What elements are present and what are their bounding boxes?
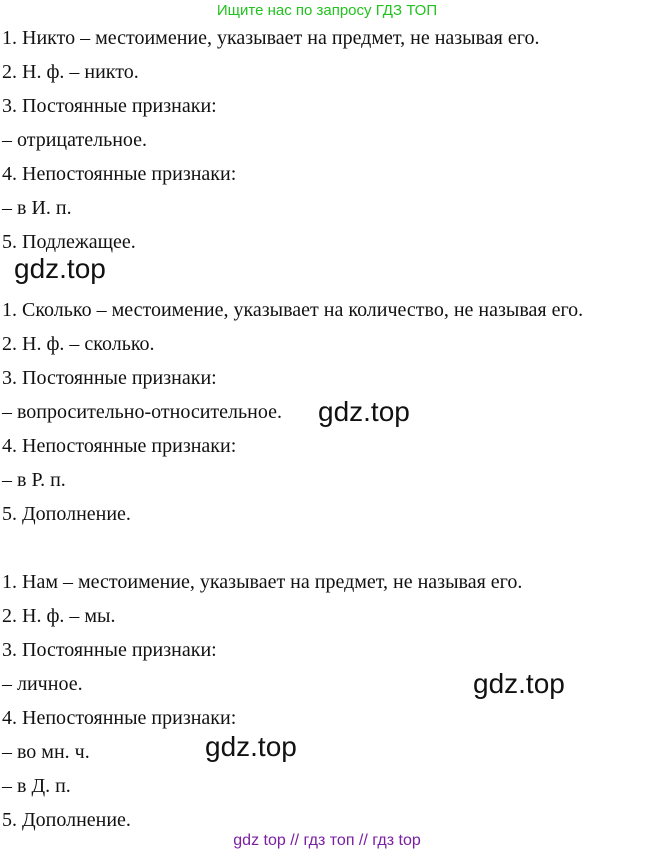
block3-line8: 5. Дополнение. <box>2 809 131 831</box>
block2-line3: 3. Постоянные признаки: <box>2 367 217 389</box>
watermark: gdz.top <box>14 253 106 284</box>
block1-line3: 3. Постоянные признаки: <box>2 95 217 117</box>
footer-links: gdz top // гдз топ // гдз top <box>233 832 421 849</box>
block2-line4: – вопросительно-относительное. <box>2 401 282 423</box>
block1-line5: 4. Непостоянные признаки: <box>2 163 237 185</box>
block1-line7: 5. Подлежащее. <box>2 231 136 253</box>
block3-line2: 2. Н. ф. – мы. <box>2 605 116 627</box>
block3-line4: – личное. <box>2 673 83 695</box>
block2-line1: 1. Сколько – местоимение, указывает на количество, не называя его. <box>2 299 584 321</box>
block2-line2: 2. Н. ф. – сколько. <box>2 333 155 355</box>
block1-line6: – в И. п. <box>2 197 72 219</box>
block3-line1: 1. Нам – местоимение, указывает на предмет, не называя его. <box>2 571 523 593</box>
block3-line7: – в Д. п. <box>2 775 71 797</box>
top-banner: Ищите нас по запросу ГДЗ ТОП <box>216 2 438 19</box>
block3-line6: – во мн. ч. <box>2 741 90 763</box>
block2-line7: 5. Дополнение. <box>2 503 131 525</box>
block2-line5: 4. Непостоянные признаки: <box>2 435 237 457</box>
watermark: gdz.top <box>473 668 565 699</box>
watermark: gdz.top <box>318 396 410 427</box>
block1-line2: 2. Н. ф. – никто. <box>2 61 139 83</box>
block1-line1: 1. Никто – местоимение, указывает на предмет, не называя его. <box>2 27 540 49</box>
block1-line4: – отрицательное. <box>2 129 148 151</box>
watermark: gdz.top <box>205 731 297 762</box>
block3-line3: 3. Постоянные признаки: <box>2 639 217 661</box>
block3-line5: 4. Непостоянные признаки: <box>2 707 237 729</box>
block2-line6: – в Р. п. <box>2 469 66 491</box>
